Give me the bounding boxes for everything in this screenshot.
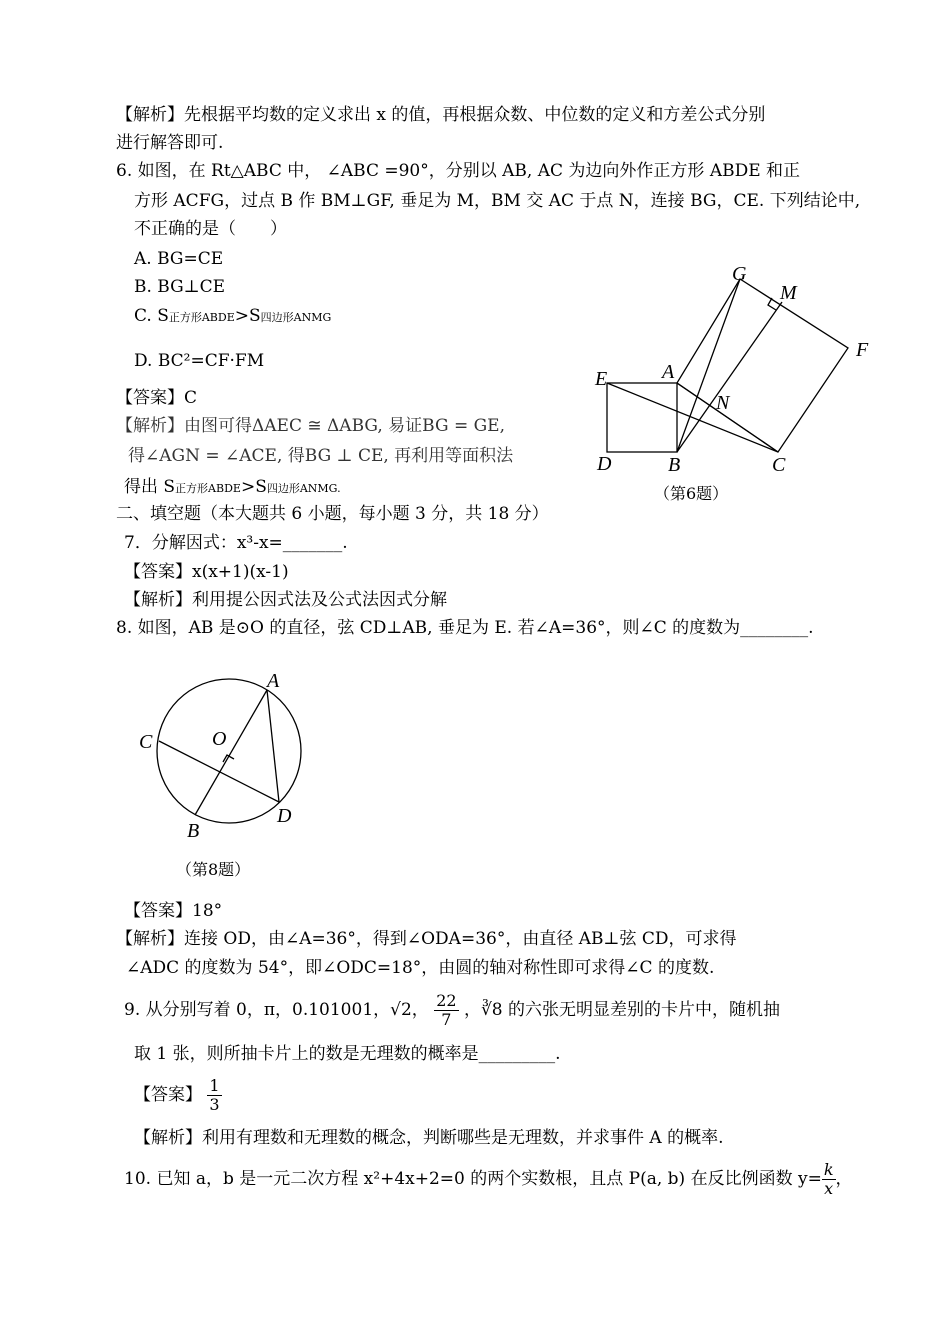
- segment-bm: [677, 302, 782, 452]
- q7-stem: 7．分解因式：x³-x=_______.: [124, 533, 348, 553]
- q9-stem-part2: ，∛8 的六张无明显差别的卡片中，随机抽: [463, 1000, 781, 1020]
- label-b: B: [187, 820, 200, 842]
- q5-analysis-line2: 进行解答即可.: [116, 133, 224, 153]
- q6-stem-line1: 6. 如图，在 Rt△ABC 中， ∠ABC =90°，分别以 AB, AC 为边向外作正方形 ABDE 和正: [116, 161, 801, 181]
- q5-analysis-line1: 【解析】先根据平均数的定义求出 x 的值，再根据众数、中位数的定义和方差公式分别: [116, 105, 766, 125]
- label-e: E: [595, 368, 608, 390]
- q6-option-a: A. BG=CE: [134, 249, 224, 269]
- q6-option-c-s1: C. S: [134, 306, 169, 326]
- q6-option-c: [134, 305, 331, 329]
- q9-analysis: 【解析】利用有理数和无理数的概念，判断哪些是无理数，并求事件 A 的概率.: [134, 1128, 724, 1148]
- q7-analysis: 【解析】利用提公因式法及公式法因式分解: [124, 590, 447, 610]
- q6-option-c-sub2: 四边形ANMG: [260, 311, 332, 324]
- q9-answer-fraction: [207, 1077, 221, 1114]
- label-b: B: [668, 454, 681, 476]
- q6-stem-line2: 方形 ACFG，过点 B 作 BM⊥GF, 垂足为 M，BM 交 AC 于点 N，连接 BG，CE. 下列结论中,: [134, 191, 861, 211]
- q7-answer: 【答案】x(x+1)(x-1): [124, 562, 289, 582]
- q6-option-c-s2: >S: [234, 306, 261, 326]
- q8-stem: 8. 如图，AB 是⊙O 的直径，弦 CD⊥AB, 垂足为 E. 若∠A=36°，则∠C 的度数为________.: [116, 618, 814, 638]
- q6-stem-line3: 不正确的是（ ）: [134, 219, 287, 239]
- label-g: G: [732, 263, 747, 285]
- q9-stem-line2: 取 1 张，则所抽卡片上的数是无理数的概率是_________.: [134, 1044, 561, 1064]
- q6-analysis-line3: [124, 476, 341, 500]
- q6-analysis-s2: >S: [240, 477, 267, 497]
- q8-answer: 【答案】18°: [124, 901, 223, 921]
- diameter-ab: [195, 690, 267, 815]
- q9-frac-num: 22: [436, 991, 457, 1010]
- q9-answer-label: 【答案】: [134, 1085, 202, 1105]
- label-c: C: [772, 454, 786, 476]
- q6-analysis-line1: 【解析】由图可得ΔAEC ≅ ΔABG, 易证BG = GE,: [116, 416, 505, 436]
- right-angle-mark-e: [223, 755, 234, 762]
- q10-fraction: [822, 1161, 836, 1198]
- q9-answer-den: 3: [209, 1095, 220, 1114]
- q6-analysis-sub1: 正方形ABDE: [175, 482, 241, 495]
- q9-stem-line1: [124, 986, 780, 1034]
- label-d: D: [277, 805, 292, 827]
- q6-analysis-line2: 得∠AGN = ∠ACE, 得BG ⊥ CE, 再利用等面积法: [128, 446, 514, 466]
- q6-figure-caption: （第6题）: [654, 484, 729, 503]
- q8-figure: [130, 665, 310, 845]
- section2-heading: 二、填空题（本大题共 6 小题，每小题 3 分，共 18 分）: [116, 504, 549, 524]
- label-a: A: [662, 361, 675, 383]
- q6-figure: [590, 260, 880, 480]
- q9-frac-den: 7: [441, 1010, 452, 1029]
- label-a: A: [267, 670, 280, 692]
- q10-stem-part2: ，: [835, 1169, 853, 1189]
- q10-frac-num: k: [823, 1160, 834, 1179]
- q6-analysis-s1: 得出 S: [124, 477, 176, 497]
- q6-option-b: B. BG⊥CE: [134, 277, 226, 297]
- q6-answer: 【答案】C: [116, 388, 198, 408]
- segment-bg: [677, 279, 740, 452]
- q10-stem: [124, 1156, 853, 1202]
- label-c: C: [139, 731, 153, 753]
- label-m: M: [780, 282, 797, 304]
- q10-stem-part1: 10. 已知 a，b 是一元二次方程 x²+4x+2=0 的两个实数根，且点 P(a, b) 在反比例函数 y=: [124, 1169, 822, 1189]
- q6-option-d: D. BC²=CF·FM: [134, 351, 265, 371]
- label-o: O: [212, 728, 227, 750]
- q8-figure-caption: （第8题）: [176, 860, 251, 879]
- q9-fraction: [434, 992, 458, 1029]
- label-n: N: [716, 392, 730, 414]
- label-d: D: [597, 453, 612, 475]
- q8-analysis-line1: 【解析】连接 OD，由∠A=36°，得到∠ODA=36°，由直径 AB⊥弦 CD，可求得: [116, 929, 737, 949]
- square-abde: [607, 383, 677, 452]
- q6-analysis-sub2: 四边形ANMG.: [266, 482, 341, 495]
- q9-stem-part1: 9. 从分别写着 0，π，0.101001，√2，: [124, 1000, 429, 1020]
- label-f: F: [856, 339, 869, 361]
- q9-answer-num: 1: [209, 1076, 220, 1095]
- q9-answer: [134, 1073, 222, 1117]
- q8-analysis-line2: ∠ADC 的度数为 54°，即∠ODC=18°，由圆的轴对称性即可求得∠C 的度数.: [126, 958, 715, 978]
- q6-option-c-sub1: 正方形ABDE: [168, 311, 235, 324]
- q10-frac-den: x: [824, 1179, 834, 1198]
- square-acfg: [677, 279, 848, 452]
- segment-ad: [267, 690, 279, 802]
- chord-cd: [159, 741, 279, 802]
